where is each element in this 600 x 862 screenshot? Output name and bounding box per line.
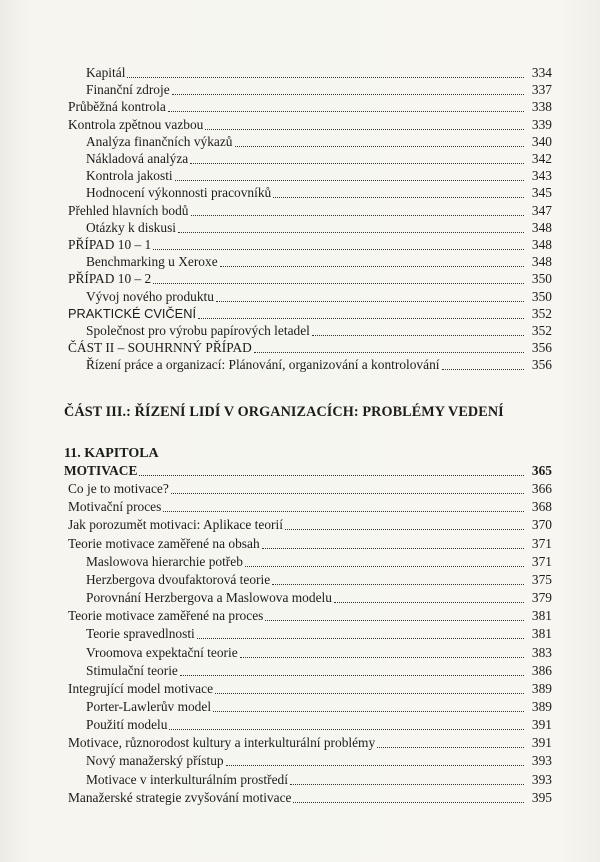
toc-entry-page-number: 348 <box>531 237 552 252</box>
dot-leader <box>226 764 524 766</box>
toc-entry-page-number: 352 <box>531 305 552 321</box>
toc-entry <box>86 252 552 270</box>
toc-entry <box>68 304 552 322</box>
chapter-number: 11. KAPITOLA <box>64 446 159 461</box>
dot-leader <box>171 492 524 494</box>
toc-entry <box>86 643 552 661</box>
toc-entry-page-number: 381 <box>531 626 552 642</box>
dot-leader <box>254 351 524 353</box>
toc-entry <box>86 80 552 98</box>
toc-entry <box>86 287 552 305</box>
toc-entry <box>86 218 552 236</box>
dot-leader <box>163 510 524 512</box>
toc-entry-title: Stimulační teorie <box>86 662 178 678</box>
toc-entry <box>68 534 552 552</box>
toc-entry-title: Jak porozumět motivaci: Aplikace teorií <box>68 517 283 533</box>
dot-leader <box>168 110 524 112</box>
toc-entry-page-number: 350 <box>531 271 552 287</box>
toc-entry <box>68 235 552 253</box>
toc-entry-title: Motivační proces <box>68 499 162 515</box>
toc-entry-page-number: 366 <box>531 481 552 497</box>
dot-leader <box>169 728 524 730</box>
toc-entry <box>68 115 552 133</box>
toc-entry-page-number: 370 <box>531 517 552 533</box>
toc-entry-page-number: 386 <box>531 662 552 678</box>
toc-entry <box>86 661 552 679</box>
toc-entry-title: PRAKTICKÉ CVIČENÍ <box>68 305 196 321</box>
dot-leader <box>272 583 524 585</box>
toc-entry-page-number: 343 <box>531 168 552 184</box>
toc-entry <box>86 751 552 769</box>
toc-entry-page-number: 383 <box>531 644 552 660</box>
toc-entry <box>68 338 552 356</box>
toc-entry <box>86 770 552 788</box>
toc-entry-page-number: 375 <box>531 571 552 587</box>
toc-entry-page-number: 356 <box>531 357 552 373</box>
toc-entry <box>86 552 552 570</box>
dot-leader <box>175 179 524 181</box>
dot-leader <box>245 565 524 567</box>
toc-entry-title: Teorie motivace zaměřené na proces <box>68 608 264 624</box>
toc-entry-page-number: 365 <box>531 463 552 478</box>
toc-entry-page-number: 348 <box>531 254 552 270</box>
toc-entry <box>86 570 552 588</box>
toc-entry-title: Kontrola jakosti <box>86 168 173 184</box>
toc-entry-title: Integrující model motivace <box>68 680 214 696</box>
toc-entry <box>68 497 552 515</box>
toc-entry <box>68 606 552 624</box>
toc-entry-page-number: 391 <box>531 735 552 751</box>
toc-entry <box>68 679 552 697</box>
dot-leader <box>285 528 524 530</box>
toc-entry <box>64 461 552 479</box>
dot-leader <box>172 93 524 95</box>
toc-entry-title: Společnost pro výrobu papírových letadel <box>86 323 310 338</box>
dot-leader <box>235 145 525 147</box>
toc-entry-title: Porovnání Herzbergova a Maslowova modelu <box>86 590 332 606</box>
dot-leader <box>240 656 524 658</box>
dot-leader <box>178 231 524 233</box>
toc-entry-title: Přehled hlavních bodů <box>68 202 189 218</box>
dot-leader <box>442 368 525 370</box>
toc-entry-page-number: 389 <box>531 698 552 714</box>
toc-entry <box>68 788 552 806</box>
dot-leader <box>127 76 524 78</box>
toc-entry-page-number: 340 <box>531 133 552 149</box>
dot-leader <box>139 474 524 476</box>
toc-entry <box>86 183 552 201</box>
toc-entry <box>68 515 552 533</box>
dot-leader <box>273 196 524 198</box>
dot-leader <box>262 547 524 549</box>
toc-entry-page-number: 345 <box>531 185 552 201</box>
toc-entry-title: Teorie spravedlnosti <box>86 626 195 642</box>
toc-entry-title: Motivace v interkulturálním prostředí <box>86 771 288 787</box>
toc-entry <box>68 733 552 751</box>
toc-entry-title: Analýza finančních výkazů <box>86 133 233 149</box>
toc-entry-page-number: 356 <box>531 340 552 356</box>
toc-entry-title: Otázky k diskusi <box>86 219 177 235</box>
toc-entry-title: Vroomova expektační teorie <box>86 644 238 660</box>
toc-entry <box>68 97 552 115</box>
toc-entry <box>68 479 552 497</box>
toc-entry-title: Řízení práce a organizací: Plánování, organizování a kontrolování <box>86 357 440 373</box>
toc-entry-title: PŘÍPAD 10 – 1 <box>68 237 152 252</box>
toc-entry-page-number: 350 <box>531 288 552 304</box>
dot-leader <box>180 674 524 676</box>
toc-entry-title: Nový manažerský přístup <box>86 753 224 769</box>
toc-entry-title: MOTIVACE <box>64 463 138 478</box>
dot-leader <box>377 746 524 748</box>
dot-leader <box>334 601 524 603</box>
toc-entry-page-number: 342 <box>531 151 552 166</box>
toc-entry-title: Teorie motivace zaměřené na obsah <box>68 535 260 551</box>
dot-leader <box>220 265 524 267</box>
toc-entry-page-number: 389 <box>531 680 552 696</box>
toc-entry-page-number: 347 <box>531 202 552 218</box>
dot-leader <box>265 619 524 621</box>
toc-entry-page-number: 393 <box>531 753 552 769</box>
toc-entry-page-number: 352 <box>531 323 552 338</box>
toc-entry <box>86 63 552 81</box>
toc-entry-title: Finanční zdroje <box>86 82 170 98</box>
toc-entry-title: Nákladová analýza <box>86 151 189 166</box>
toc-entry-title: Motivace, různorodost kultury a interkulturální problémy <box>68 735 376 751</box>
toc-entry <box>86 715 552 733</box>
dot-leader <box>216 300 524 302</box>
toc-entry-page-number: 338 <box>531 99 552 115</box>
dot-leader <box>153 248 524 250</box>
toc-entry-page-number: 379 <box>531 590 552 606</box>
toc-entry-page-number: 368 <box>531 499 552 515</box>
toc-entry-page-number: 371 <box>531 535 552 551</box>
toc-entry-page-number: 337 <box>531 82 552 98</box>
dot-leader <box>215 692 524 694</box>
toc-entry <box>86 321 552 339</box>
toc-entry-page-number: 381 <box>531 608 552 624</box>
toc-entry <box>86 624 552 642</box>
toc-entry-title: ČÁST II – SOUHRNNÝ PŘÍPAD <box>68 340 252 356</box>
toc-entry-title: Herzbergova dvoufaktorová teorie <box>86 571 271 587</box>
toc-entry-title: PŘÍPAD 10 – 2 <box>68 271 152 287</box>
toc-entry <box>86 697 552 715</box>
toc-entry-title: Průběžná kontrola <box>68 99 166 115</box>
toc-entry <box>86 355 552 373</box>
dot-leader <box>197 637 524 639</box>
toc-entry <box>86 166 552 184</box>
toc-entry-page-number: 391 <box>531 717 552 733</box>
toc-entry <box>68 201 552 219</box>
toc-entry-page-number: 371 <box>531 553 552 569</box>
toc-entry-page-number: 339 <box>531 116 552 132</box>
toc-entry-title: Použití modelu <box>86 717 168 733</box>
toc-entry <box>68 269 552 287</box>
dot-leader <box>190 162 524 164</box>
dot-leader <box>205 128 524 130</box>
toc-entry-title: Vývoj nového produktu <box>86 288 214 304</box>
dot-leader <box>293 801 524 803</box>
toc-entry-title: Benchmarking u Xeroxe <box>86 254 218 270</box>
toc-entry-page-number: 348 <box>531 219 552 235</box>
dot-leader <box>153 282 524 284</box>
toc-entry <box>86 588 552 606</box>
dot-leader <box>191 214 525 216</box>
toc-entry-page-number: 393 <box>531 771 552 787</box>
toc-entry-title: Porter-Lawlerův model <box>86 698 212 714</box>
dot-leader <box>290 783 524 785</box>
toc-entry-title: Kontrola zpětnou vazbou <box>68 116 204 132</box>
dot-leader <box>312 334 524 336</box>
dot-leader <box>198 317 524 319</box>
toc-entry-title: Kapitál <box>86 65 126 80</box>
part-heading: ČÁST III.: ŘÍZENÍ LIDÍ V ORGANIZACÍCH: PROBLÉMY VEDENÍ <box>64 404 504 420</box>
toc-entry <box>86 132 552 150</box>
toc-entry-title: Hodnocení výkonnosti pracovníků <box>86 185 272 201</box>
toc-entry-title: Manažerské strategie zvyšování motivace <box>68 789 292 805</box>
toc-entry-title: Maslowova hierarchie potřeb <box>86 553 243 569</box>
toc-entry <box>86 149 552 167</box>
dot-leader <box>213 710 524 712</box>
toc-entry-page-number: 334 <box>531 65 552 80</box>
toc-entry-page-number: 395 <box>531 789 552 805</box>
toc-entry-title: Co je to motivace? <box>68 481 169 497</box>
